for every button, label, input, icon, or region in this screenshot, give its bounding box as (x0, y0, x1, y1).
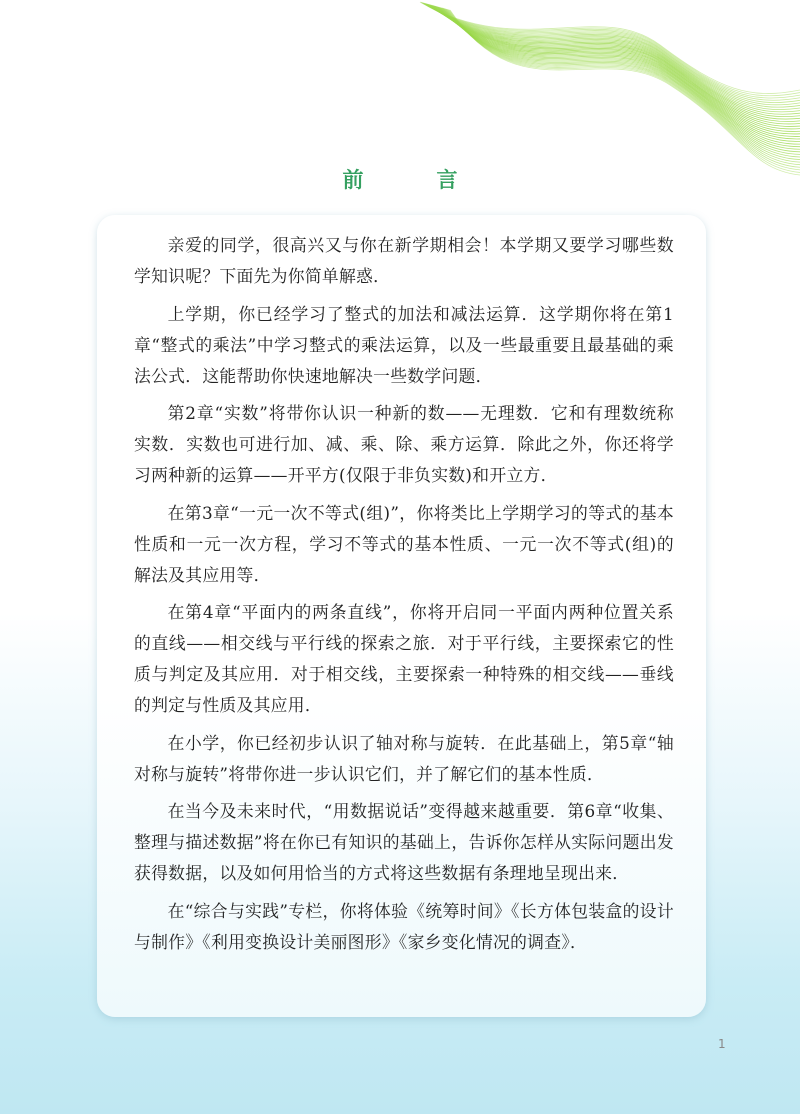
ribbon-line (433, 5, 800, 126)
decorative-wave-ribbon (0, 0, 800, 180)
paragraph: 在“综合与实践”专栏，你将体验《统筹时间》《长方体包装盒的设计与制作》《利用变换设计美丽图形》《家乡变化情况的调查》． (134, 900, 674, 952)
ribbon-line (437, 7, 800, 139)
paragraph: 第2章“实数”将带你认识一种新的数——无理数．它和有理数统称实数．实数也可进行加、减、乘、除、乘方运算．除此之外，你还将学习两种新的运算——开平方(仅限于非负实数)和开立方． (134, 403, 674, 485)
paragraph: 在第4章“平面内的两条直线”，你将开启同一平面内两种位置关系的直线——相交线与平行线的探索之旅．对于平行线，主要探索它的性质与判定及其应用．对于相交线，主要探索一种特殊的相交线——垂线的判定与性质及其应用． (134, 602, 674, 715)
ribbon-line (432, 5, 800, 124)
ribbon-line (450, 10, 800, 175)
page-title: 前 言 (342, 168, 484, 192)
ribbon-line (436, 6, 800, 136)
page-number: 1 (718, 1037, 726, 1051)
paragraph: 上学期，你已经学习了整式的加法和减法运算．这学期你将在第1章“整式的乘法”中学习整式的乘法运算，以及一些最重要且最基础的乘法公式．这能帮助你快速地解决一些数学问题． (134, 303, 674, 386)
paragraph: 在第3章“一元一次不等式(组)”，你将类比上学期学习的等式的基本性质和一元一次方程，学习不等式的基本性质、一元一次不等式(组)的解法及其应用等． (134, 502, 674, 585)
ribbon-line (448, 10, 800, 170)
paragraph: 亲爱的同学，很高兴又与你在新学期相会！本学期又要学习哪些数学知识呢？下面先为你简单解惑． (134, 235, 674, 286)
paragraph: 在小学，你已经初步认识了轴对称与旋转．在此基础上，第5章“轴对称与旋转”将带你进一步认识它们，并了解它们的基本性质． (134, 732, 674, 784)
preface-body (134, 230, 674, 964)
paragraph: 在当今及未来时代，“用数据说话”变得越来越重要．第6章“收集、整理与描述数据”将在你已有知识的基础上，告诉你怎样从实际问题出发获得数据，以及如何用恰当的方式将这些数据有条理地呈现出来． (134, 801, 674, 883)
ribbon-line (434, 6, 800, 129)
